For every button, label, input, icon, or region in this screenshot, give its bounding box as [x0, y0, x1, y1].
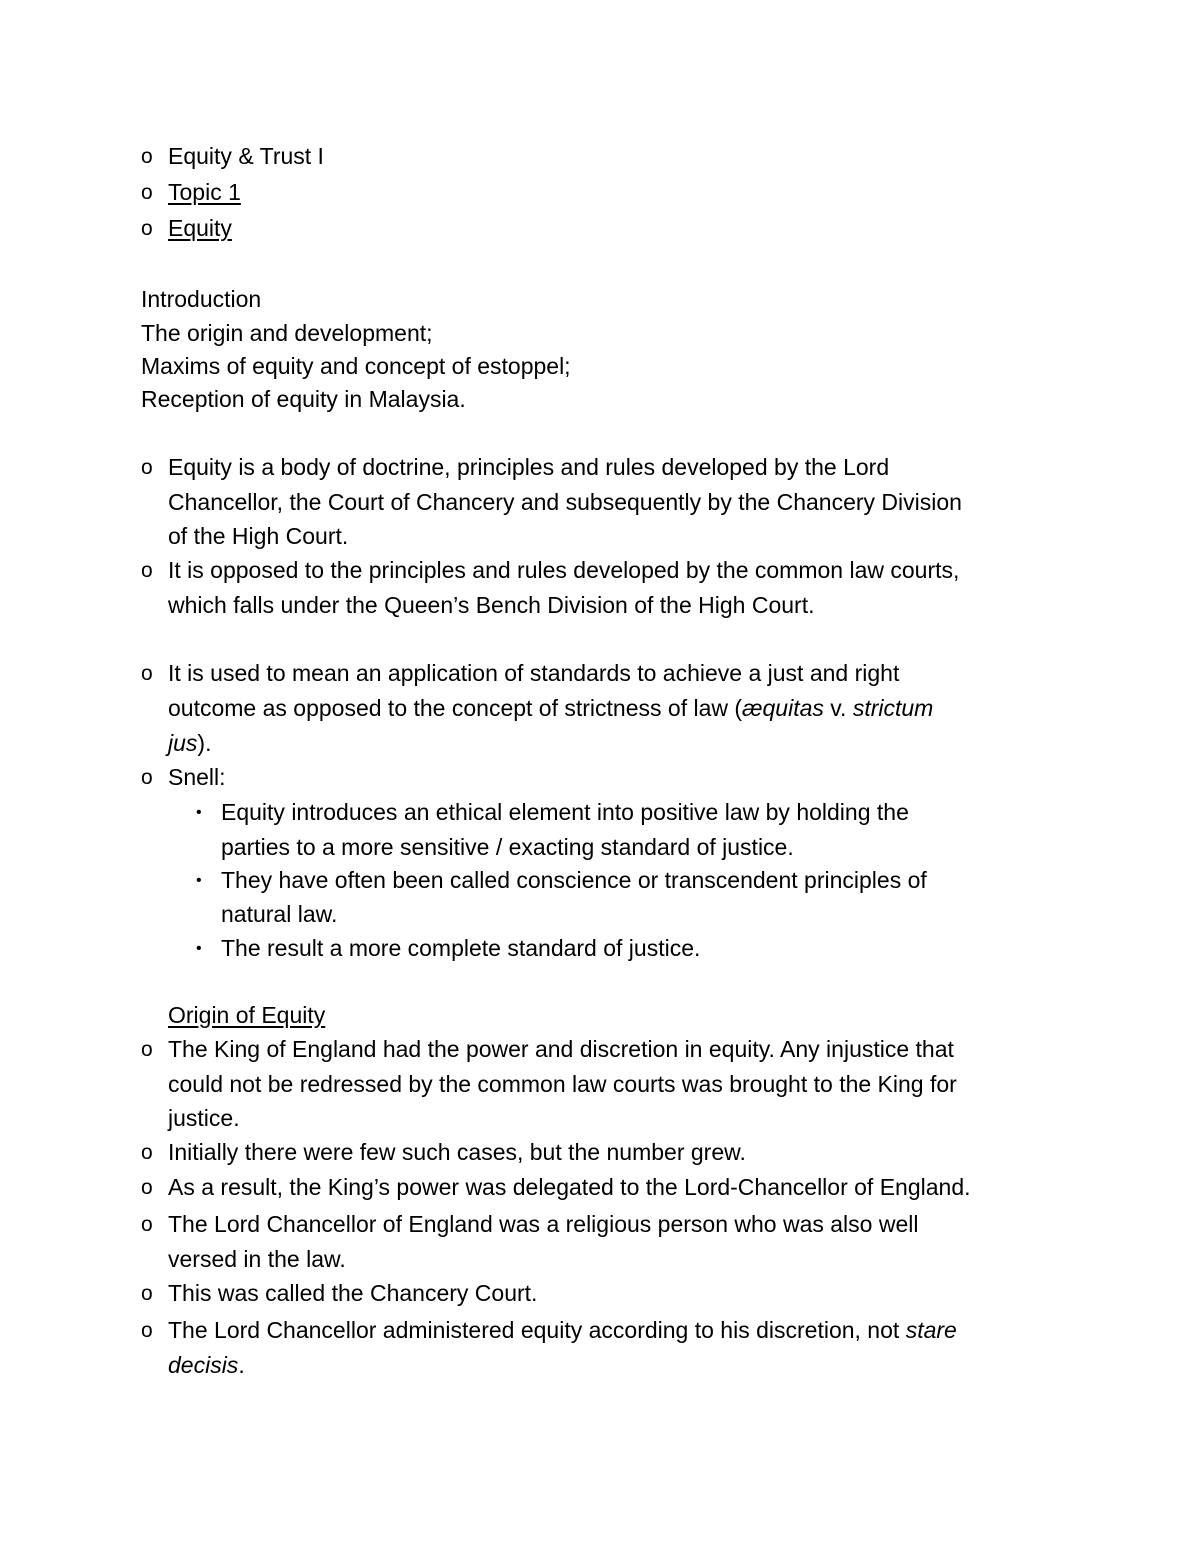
origin-line: The King of England had the power and discretion in equity. Any injustice that — [168, 1036, 954, 1062]
origin-line: could not be redressed by the common law courts was brought to the King for — [168, 1071, 957, 1097]
snell-point: They have often been called conscience or transcendent principles of — [221, 867, 927, 893]
definition-line — [168, 693, 933, 723]
list-marker: o — [141, 1038, 153, 1061]
latin-term: decisis — [168, 1352, 239, 1378]
definition-line: of the High Court. — [168, 523, 349, 549]
text-run: outcome as opposed to the concept of strictness of law ( — [168, 695, 743, 721]
definition-line — [168, 728, 211, 758]
intro-line: The origin and development; — [141, 320, 433, 346]
subject-title: Equity — [168, 215, 232, 241]
definition-line: Equity is a body of doctrine, principles and rules developed by the Lord — [168, 454, 890, 480]
snell-point: Equity introduces an ethical element into positive law by holding the — [221, 799, 909, 825]
list-marker: o — [141, 456, 153, 479]
intro-line: Reception of equity in Malaysia. — [141, 386, 466, 412]
text-run: ). — [197, 730, 212, 756]
text-run: The Lord Chancellor administered equity according to his discretion, not — [168, 1317, 906, 1343]
snell-point: natural law. — [221, 901, 338, 927]
definition-line: It is opposed to the principles and rules developed by the common law courts, — [168, 557, 960, 583]
text-run: v. — [823, 695, 853, 721]
latin-term: æquitas — [742, 695, 824, 721]
origin-line: As a result, the King’s power was delegated to the Lord-Chancellor of England. — [168, 1174, 971, 1200]
definition-line: It is used to mean an application of standards to achieve a just and right — [168, 660, 900, 686]
latin-term: strictum — [852, 695, 934, 721]
list-marker: o — [141, 1213, 153, 1236]
origin-line: The Lord Chancellor of England was a religious person who was also well — [168, 1211, 919, 1237]
bullet-marker: • — [196, 872, 202, 889]
origin-line: justice. — [168, 1105, 240, 1131]
intro-heading: Introduction — [141, 286, 262, 312]
list-marker: o — [141, 766, 153, 789]
text-run: . — [238, 1352, 245, 1378]
course-title: Equity & Trust I — [168, 143, 324, 169]
bullet-marker: • — [196, 804, 202, 821]
latin-term: jus — [168, 730, 198, 756]
bullet-marker: • — [196, 940, 202, 957]
intro-line: Maxims of equity and concept of estoppel; — [141, 353, 571, 379]
latin-term: stare — [905, 1317, 957, 1343]
list-marker: o — [141, 559, 153, 582]
snell-point: parties to a more sensitive / exacting standard of justice. — [221, 834, 794, 860]
list-marker: o — [141, 1319, 153, 1342]
snell-label: Snell: — [168, 764, 226, 790]
section-heading: Origin of Equity — [168, 1002, 326, 1028]
definition-line: which falls under the Queen’s Bench Division of the High Court. — [168, 592, 815, 618]
snell-point: The result a more complete standard of justice. — [221, 935, 701, 961]
origin-line — [168, 1350, 245, 1380]
list-marker: o — [141, 217, 153, 240]
list-marker: o — [141, 1282, 153, 1305]
definition-line: Chancellor, the Court of Chancery and subsequently by the Chancery Division — [168, 489, 962, 515]
list-marker: o — [141, 181, 153, 204]
list-marker: o — [141, 145, 153, 168]
origin-line: Initially there were few such cases, but the number grew. — [168, 1139, 746, 1165]
origin-line: versed in the law. — [168, 1246, 346, 1272]
origin-line — [168, 1315, 957, 1345]
list-marker: o — [141, 1176, 153, 1199]
origin-line: This was called the Chancery Court. — [168, 1280, 538, 1306]
list-marker: o — [141, 1141, 153, 1164]
list-marker: o — [141, 662, 153, 685]
topic-title: Topic 1 — [168, 179, 241, 205]
